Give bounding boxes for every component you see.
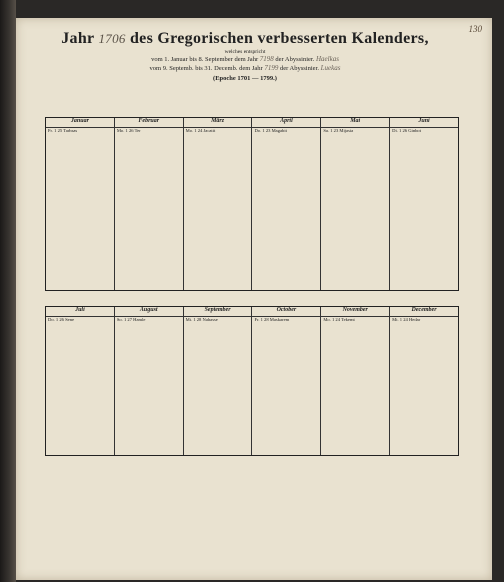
- day-row: Fr. 1 28 Maskarem: [254, 317, 290, 322]
- epoche-label: (Epoche 1701 — 1799.): [213, 75, 277, 82]
- header: [20, 30, 470, 82]
- page-title: Jahr 1706 des Gregorischen verbesserten Kalenders,: [61, 30, 429, 47]
- subtitle: welches entspricht: [224, 49, 266, 55]
- month-column: [115, 307, 184, 455]
- book-spine: [0, 0, 16, 582]
- month-name: Februar: [115, 118, 183, 128]
- month-name: März: [184, 118, 252, 128]
- month-name: September: [184, 307, 252, 317]
- calendar-page: [16, 18, 492, 580]
- month-column: [390, 307, 458, 455]
- day-row: Mo. 1 24 Tekemt: [323, 317, 355, 322]
- day-row: Sa. 1 23 Mijasia: [323, 128, 354, 133]
- month-column: [321, 307, 390, 455]
- day-row: Mi. 1 24 Hedar: [392, 317, 421, 322]
- page-number: 130: [468, 24, 482, 34]
- month-column: [46, 118, 115, 290]
- calendar-half-year-1: [45, 117, 459, 291]
- day-row: Do. 1 26 Sene: [48, 317, 75, 322]
- day-row: So. 1 27 Hamle: [116, 317, 146, 322]
- month-column: [252, 118, 321, 290]
- day-row: Fr. 1 25 Tarhsas: [48, 128, 78, 133]
- month-name: April: [252, 118, 320, 128]
- handwritten-year: 1706: [98, 31, 126, 46]
- day-row: Do. 1 23 Magabit: [254, 128, 287, 133]
- month-name: Juni: [390, 118, 458, 128]
- month-column: [115, 118, 184, 290]
- month-column: [252, 307, 321, 455]
- month-column: [184, 307, 253, 455]
- month-name: November: [321, 307, 389, 317]
- day-row: Di. 1 26 Ginbot: [392, 128, 421, 133]
- month-name: Januar: [46, 118, 114, 128]
- day-row: Mo. 1 24 Jacatit: [185, 128, 216, 133]
- day-row: Mi. 1 28 Nahasse: [185, 317, 218, 322]
- calendar-half-year-2: [45, 306, 459, 456]
- month-column: [321, 118, 390, 290]
- range-line-1: vom 1. Januar bis 8. September dem Jahr 7198 der Abyssinier. Haelkas: [151, 55, 339, 63]
- month-name: October: [252, 307, 320, 317]
- range-line-2: vom 9. Septemb. bis 31. Decemb. dem Jahr 7199 der Abyssinier. Luekas: [149, 64, 341, 72]
- month-name: Mai: [321, 118, 389, 128]
- month-column: [46, 307, 115, 455]
- month-column: [390, 118, 458, 290]
- month-column: [184, 118, 253, 290]
- month-name: August: [115, 307, 183, 317]
- day-row: Mo. 1 26 Ter: [116, 128, 141, 133]
- month-name: Juli: [46, 307, 114, 317]
- month-name: December: [390, 307, 458, 317]
